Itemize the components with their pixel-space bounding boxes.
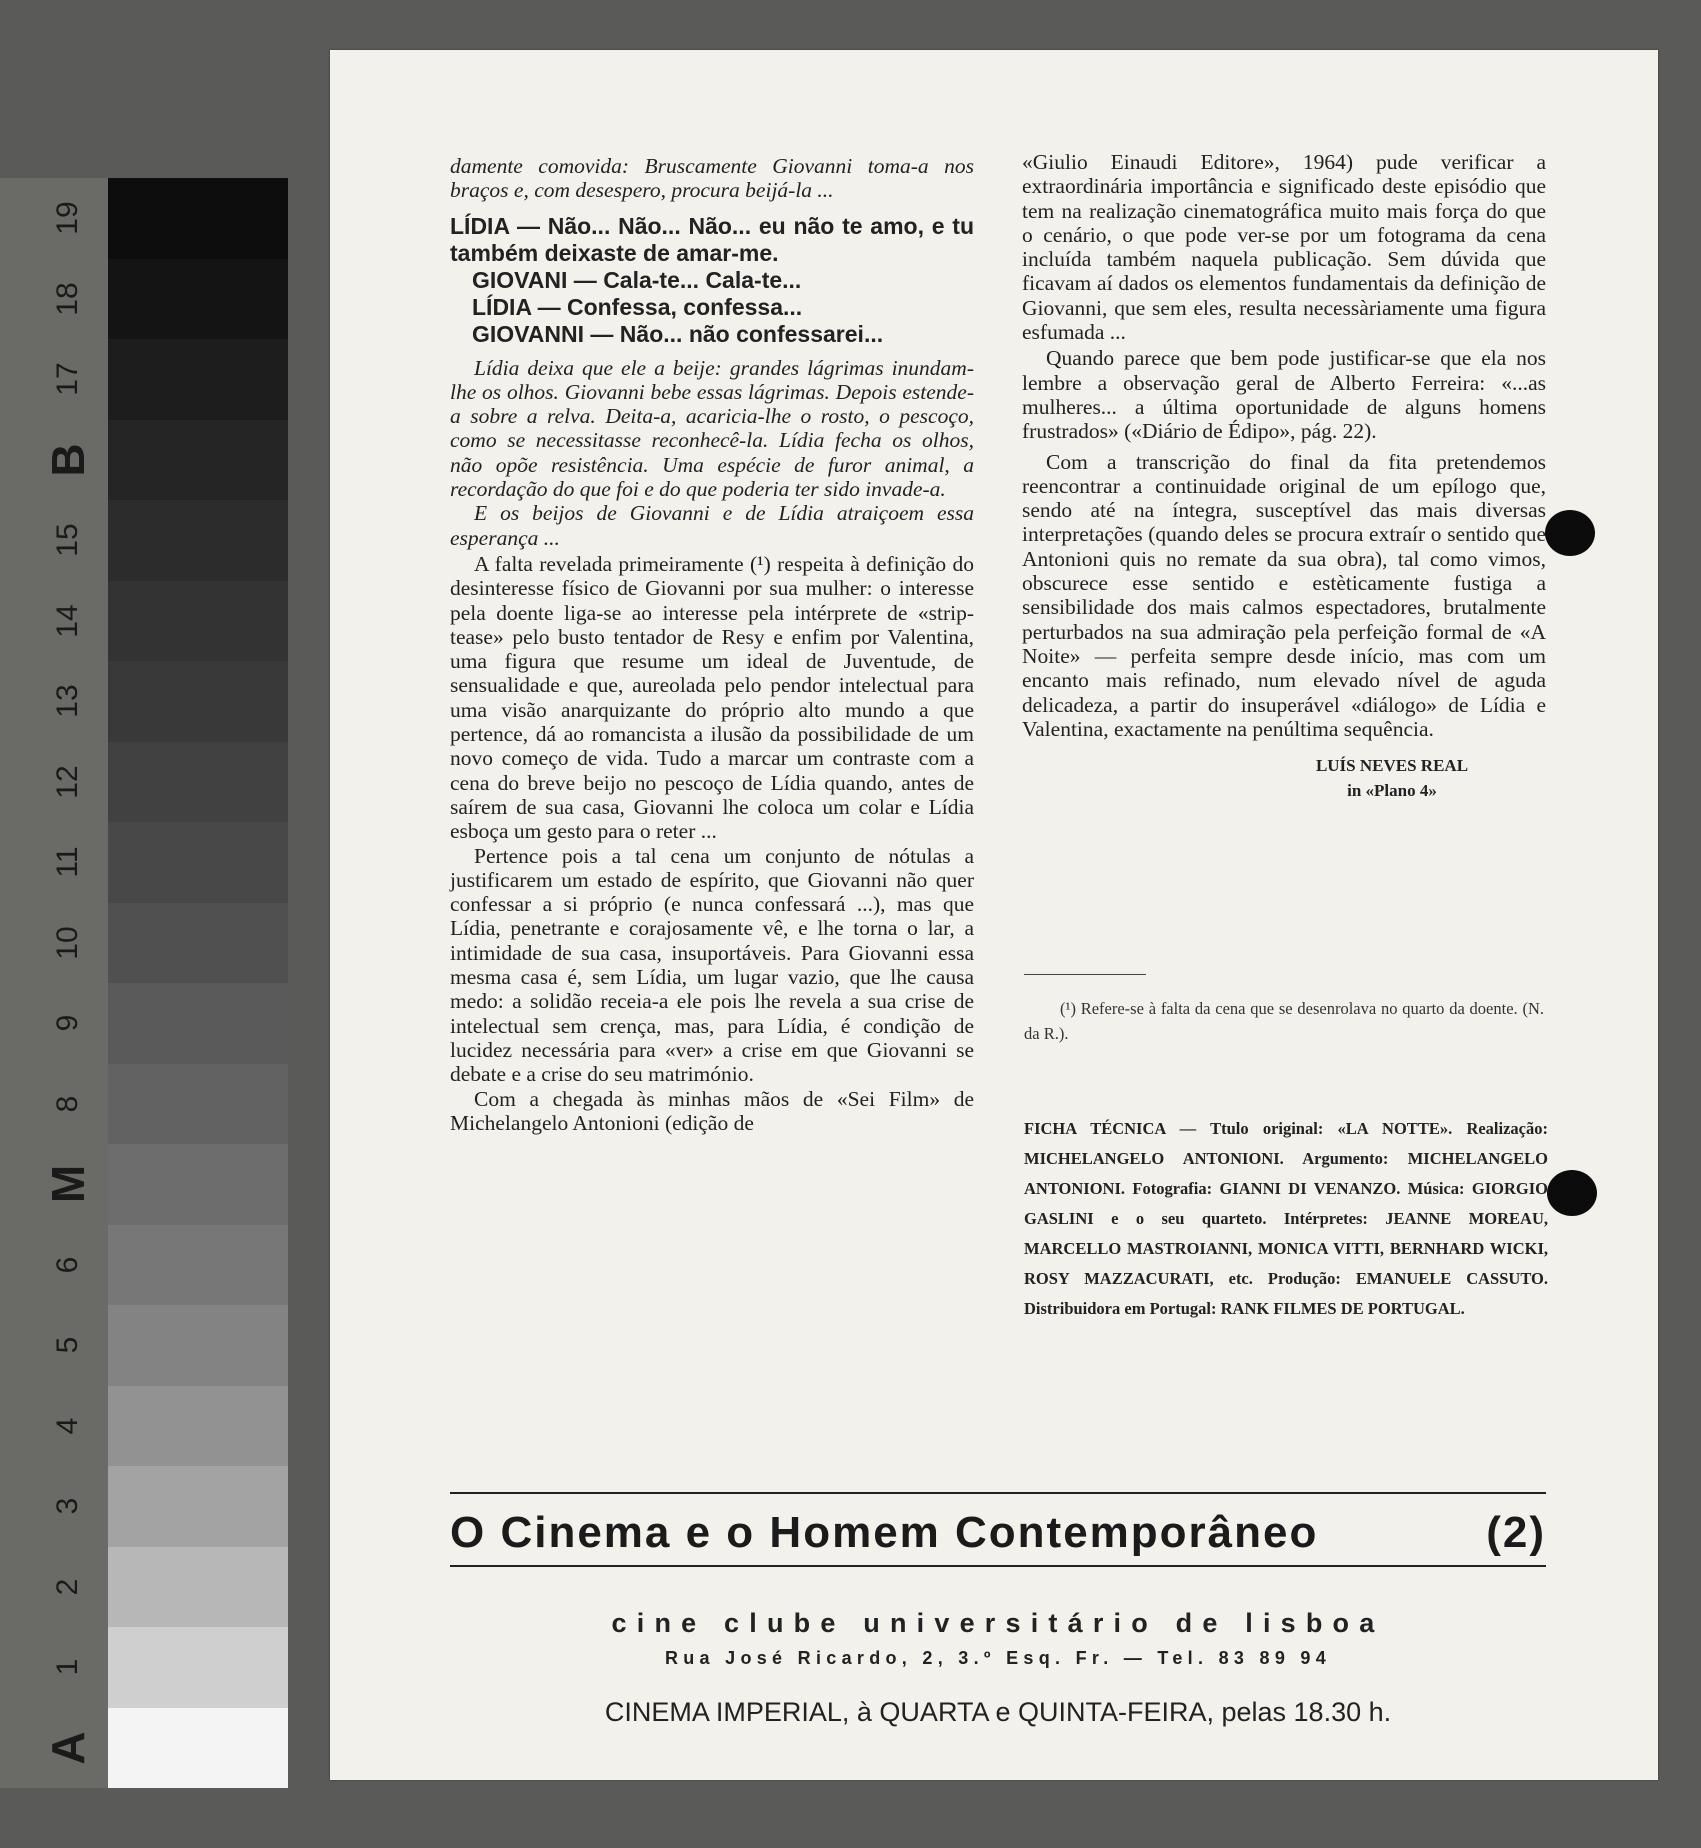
- scale-patch-column: [108, 178, 288, 1788]
- scale-label: 15: [51, 523, 84, 557]
- scale-label: 8: [51, 1095, 84, 1113]
- gray-patch: [108, 339, 288, 420]
- gray-patch: [108, 581, 288, 662]
- scale-label: 18: [51, 282, 84, 316]
- gray-patch: [108, 1064, 288, 1145]
- gray-patch: [108, 903, 288, 984]
- title-number: (2): [1486, 1508, 1546, 1557]
- gray-patch: [108, 259, 288, 340]
- scale-label: 11: [51, 846, 84, 878]
- punch-hole-bottom: [1547, 1170, 1597, 1216]
- body-paragraph: Com a transcrição do final da fita pretendemos reencontrar a continuidade original de um epílogo que, sendo até na íntegra, susceptível das mais diversas interpretações (quando deles se procura extraír o sentido que Antonioni quis no remate da sua obra), tal como vimos, obscurece esse sentido e estèticamente fustiga a sensibilidade dos mais calmos espectadores, brutalmente perturbados na sua admiração pela perfeição formal de «A Noite» — perfeita sempre desde início, mas com um encanto mais refinado, num elevado nível de aguda delicadeza, a partir do insuperável «diálogo» de Lídia e Valentina, exactamente na penúltima sequência.: [1022, 449, 1546, 741]
- scale-label: 2: [51, 1578, 84, 1596]
- punch-hole-top: [1545, 510, 1595, 556]
- screening-schedule: CINEMA IMPERIAL, à QUARTA e QUINTA-FEIRA, pelas 18.30 h.: [604, 1697, 1392, 1727]
- title-text: O Cinema e o Homem Contemporâneo: [450, 1508, 1319, 1557]
- gray-patch: [108, 178, 288, 259]
- gray-patch: [108, 742, 288, 823]
- technical-sheet: FICHA TÉCNICA — Ttulo original: «LA NOTTE». Realização: MICHELANGELO ANTONIONI. Argumento: MICHELANGELO ANTONIONI. Fotografia: GIANNI DI VENANZO. Música: GIORGIO GASLINI e o seu quarteto. Intérpretes: JEANNE MOREAU, MARCELLO MASTROIANNI, MONICA VITTI, BERNHARD WICKI, ROSY MAZZACURATI, etc. Produção: EMANUELE CASSUTO. Distribuidora em Portugal: RANK FILMES DE PORTUGAL.: [1024, 1119, 1548, 1318]
- dialogue-line: LÍDIA — Não... Não... Não... eu não te amo, e tu também deixaste de amar-me.: [450, 212, 974, 266]
- scale-label-column: [0, 178, 108, 1788]
- gray-patch: [108, 1547, 288, 1628]
- leaflet-title: [450, 1508, 1546, 1558]
- scale-label: 6: [51, 1256, 84, 1274]
- dialogue-line: GIOVANNI — Não... não confessarei...: [472, 320, 884, 347]
- intro-italic-text: damente comovida: Bruscamente Giovanni toma-a nos braços e, com desespero, procura beijá-la ...: [450, 154, 974, 203]
- club-address: Rua José Ricardo, 2, 3.º Esq. Fr. — Tel. 83 89 94: [664, 1648, 1332, 1668]
- title-rule-top: [450, 1492, 1546, 1494]
- italic-paragraph: Lídia deixa que ele a beije: grandes lágrimas inundam-lhe os olhos. Giovanni bebe essas lágrimas. Depois estende-a sobre a relva. Deita-a, acaricia-lhe o rosto, o pescoço, como se necessitasse reconhecê-la. Lídia fecha os olhos, não opõe resistência. Uma espécie de furor animal, a recordação do que foi e do que poderia ter sido invade-a.: [450, 355, 974, 502]
- scale-label: 14: [51, 604, 84, 638]
- title-rule-bottom: [450, 1565, 1546, 1567]
- scale-label: A: [42, 1731, 94, 1765]
- footnote-separator: [1024, 974, 1146, 975]
- scale-label: 9: [51, 1014, 84, 1032]
- body-paragraph: Pertence pois a tal cena um conjunto de nótulas a justificarem um estado de espírito, que Giovanni não quer confessar a si próprio (e nunca confessará ...), mas que Lídia, penetrante e corajosamente vê, e lhe torna o lar, a intimidade de sua casa, insuportáveis. Para Giovanni essa mesma casa é, sem Lídia, um lugar vazio, que lhe causa medo: a solidão receia-a ele pois lhe revela a sua crise de intelectual sem crença, mas, para Lídia, é condição de lucidez necessária para «ver» a crise em que Giovanni se debate e a crise do seu matrimónio.: [450, 843, 974, 1087]
- gray-patch: [108, 1627, 288, 1708]
- grayscale-calibration-strip: [0, 178, 288, 1788]
- body-paragraph: A falta revelada primeiramente (¹) respeita à definição do desinteresse físico de Giovanni por sua mulher: o interesse pela doente liga-se ao interesse pela intérprete de «strip-tease» pelo busto tentador de Resy e enfim por Valentina, uma figura que resume um ideal de Juventude, de sensualidade e que, aureolada pelo pendor intelectual para uma visão anarquizante do próprio alto mundo a que pertence, dá ao romancista a ilusão da possibilidade de um novo começo de vida. Tudo a marcar um contraste com a cena do breve beijo no pescoço de Lídia quando, antes de saírem de sua casa, Giovanni lhe coloca um colar e Lídia esboça um gesto para o reter ...: [450, 551, 974, 844]
- scale-label: 12: [51, 765, 84, 799]
- author-source: in «Plano 4»: [1347, 781, 1437, 801]
- scale-label: B: [42, 443, 94, 477]
- gray-patch: [108, 500, 288, 581]
- author-name: LUÍS NEVES REAL: [1315, 756, 1469, 776]
- gray-patch: [108, 1225, 288, 1306]
- scale-label: 4: [51, 1417, 84, 1435]
- gray-patch: [108, 1144, 288, 1225]
- dialogue-line: GIOVANI — Cala-te... Cala-te...: [472, 266, 802, 293]
- body-paragraph: Quando parece que bem pode justificar-se que ela nos lembre a observação geral de Alberto Ferreira: «...as mulheres... a última oportunidade de alguns homens frustrados» («Diário de Édipo», pág. 22).: [1022, 346, 1546, 444]
- leaflet-page: [330, 50, 1658, 1780]
- left-text-column: [450, 154, 974, 1135]
- footnote: (¹) Refere-se à falta da cena que se desenrolava no quarto da doente. (N. da R.).: [1024, 999, 1544, 1043]
- scale-label: M: [42, 1165, 94, 1204]
- body-paragraph: «Giulio Einaudi Editore», 1964) pude verificar a extraordinária importância e significado deste episódio que tem na realização cinematográfica muito mais força do que o cenário, o que pode ver-se por um fotograma da cena incluída também naquela publicação. Sem dúvida que ficavam aí dados os elementos fundamentais da definição de Giovanni, que sem eles, resulta necessàriamente uma figura esfumada ...: [1022, 150, 1546, 345]
- scale-label: 10: [51, 926, 84, 960]
- gray-patch: [108, 983, 288, 1064]
- scale-label: 13: [51, 684, 84, 718]
- scale-label: 5: [51, 1336, 84, 1354]
- dialogue-line: LÍDIA — Confessa, confessa...: [472, 293, 803, 320]
- right-text-column: [1022, 150, 1546, 803]
- scale-label: 1: [51, 1658, 84, 1676]
- author-signature: [1272, 753, 1512, 803]
- dialogue-block: [450, 213, 974, 348]
- gray-patch: [108, 1386, 288, 1467]
- gray-patch: [108, 1708, 288, 1789]
- body-paragraph: Com a chegada às minhas mãos de «Sei Film» de Michelangelo Antonioni (edição de: [450, 1086, 974, 1135]
- scale-label: 3: [51, 1497, 84, 1515]
- gray-patch: [108, 420, 288, 501]
- scale-label: 17: [51, 362, 84, 396]
- gray-patch: [108, 1305, 288, 1386]
- gray-patch: [108, 822, 288, 903]
- scale-label: 19: [51, 201, 84, 235]
- club-name: cine clube universitário de lisboa: [611, 1608, 1385, 1638]
- gray-patch: [108, 1466, 288, 1547]
- italic-paragraph: E os beijos de Giovanni e de Lídia atraiçoem essa esperança ...: [450, 501, 974, 550]
- gray-patch: [108, 661, 288, 742]
